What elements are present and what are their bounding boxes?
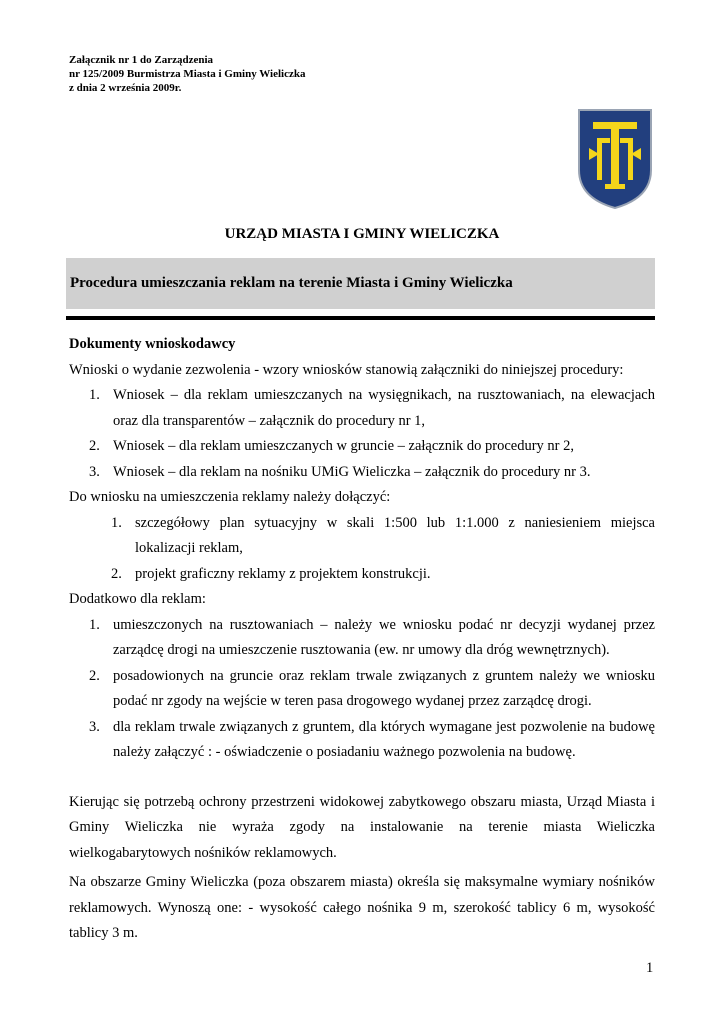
list-number: 2.: [89, 667, 100, 684]
list-number: 2.: [89, 438, 100, 454]
list-item: [69, 664, 655, 715]
list-text: Wniosek – dla reklam na nośniku UMiG Wieliczka – załącznik do procedury nr 3.: [113, 463, 591, 480]
list-number: 1.: [89, 616, 100, 633]
header-line-2: nr 125/2009 Burmistrza Miasta i Gminy Wieliczka: [69, 68, 306, 80]
additional-intro: Dodatkowo dla reklam:: [69, 591, 206, 607]
list-item: [69, 383, 655, 434]
list-item: [69, 460, 655, 486]
procedure-title: Procedura umieszczania reklam na terenie Miasta i Gminy Wieliczka: [70, 275, 513, 291]
page-number: 1: [646, 960, 654, 976]
list-text: szczegółowy plan sytuacyjny w skali 1:500 lub 1:1.000 z naniesieniem miejsca lokalizacji reklam,: [135, 514, 655, 556]
list-text: projekt graficzny reklamy z projektem konstrukcji.: [135, 565, 431, 582]
header-line-1: Załącznik nr 1 do Zarządzenia: [69, 54, 214, 66]
attachments-intro: Do wniosku na umieszczenia reklamy należy dołączyć:: [69, 489, 391, 505]
office-title: URZĄD MIASTA I GMINY WIELICZKA: [224, 226, 500, 242]
list-number: 3.: [89, 463, 100, 480]
list-item: [69, 715, 655, 766]
paragraph-protection: Kierując się potrzebą ochrony przestrzeni widokowej zabytkowego obszaru miasta, Urząd Miasta i Gminy Wieliczka nie wyraża zgody na instalowanie na terenie miasta Wieliczka wielkogabarytowych nośników reklamowych.: [69, 793, 655, 861]
list-item: [69, 613, 655, 664]
header-line-3: z dnia 2 września 2009r.: [69, 82, 182, 94]
list-number: 1.: [111, 514, 122, 531]
list-text: dla reklam trwale związanych z gruntem, dla których wymagane jest pozwolenie na budowę należy załączyć : - oświadczenie o posiadaniu ważnego pozwolenia na budowę.: [113, 718, 655, 760]
coat-of-arms-icon: [575, 108, 655, 210]
document-body: [69, 332, 655, 947]
divider-rule: [66, 316, 655, 320]
list-number: 3.: [89, 718, 100, 735]
list-number: 1.: [89, 387, 100, 403]
section-heading: Dokumenty wnioskodawcy: [69, 336, 236, 352]
attachment-header: [69, 53, 306, 95]
applications-list: [69, 383, 655, 485]
attachments-list: [69, 511, 655, 588]
list-text: Wniosek – dla reklam umieszczanych na wysięgnikach, na rusztowaniach, na elewacjach oraz dla transparentów – załącznik do procedury nr 1,: [113, 387, 655, 429]
procedure-banner: [66, 258, 655, 309]
additional-list: [69, 613, 655, 766]
list-number: 2.: [111, 565, 122, 582]
list-item: [69, 562, 655, 588]
list-text: posadowionych na gruncie oraz reklam trwale związanych z gruntem należy we wniosku podać nr zgody na wejście w teren pasa drogowego wydanej przez zarządcę drogi.: [113, 667, 655, 709]
paragraph-dimensions: Na obszarze Gminy Wieliczka (poza obszarem miasta) określa się maksymalne wymiary nośników reklamowych. Wynoszą one: - wysokość całego nośnika 9 m, szerokość tablicy 6 m, wysokość tablicy 3 m.: [69, 874, 655, 941]
list-text: Wniosek – dla reklam umieszczanych w gruncie – załącznik do procedury nr 2,: [113, 438, 574, 454]
list-text: umieszczonych na rusztowaniach – należy we wniosku podać nr decyzji wydanej przez zarządcę drogi na umieszczenie rusztowania (ew. nr umowy dla dróg wewnętrznych).: [113, 616, 655, 658]
list-item: [69, 434, 655, 460]
spacer: [69, 766, 655, 790]
list-item: [69, 511, 655, 562]
applications-intro: Wnioski o wydanie zezwolenia - wzory wniosków stanowią załączniki do niniejszej procedury:: [69, 361, 624, 378]
